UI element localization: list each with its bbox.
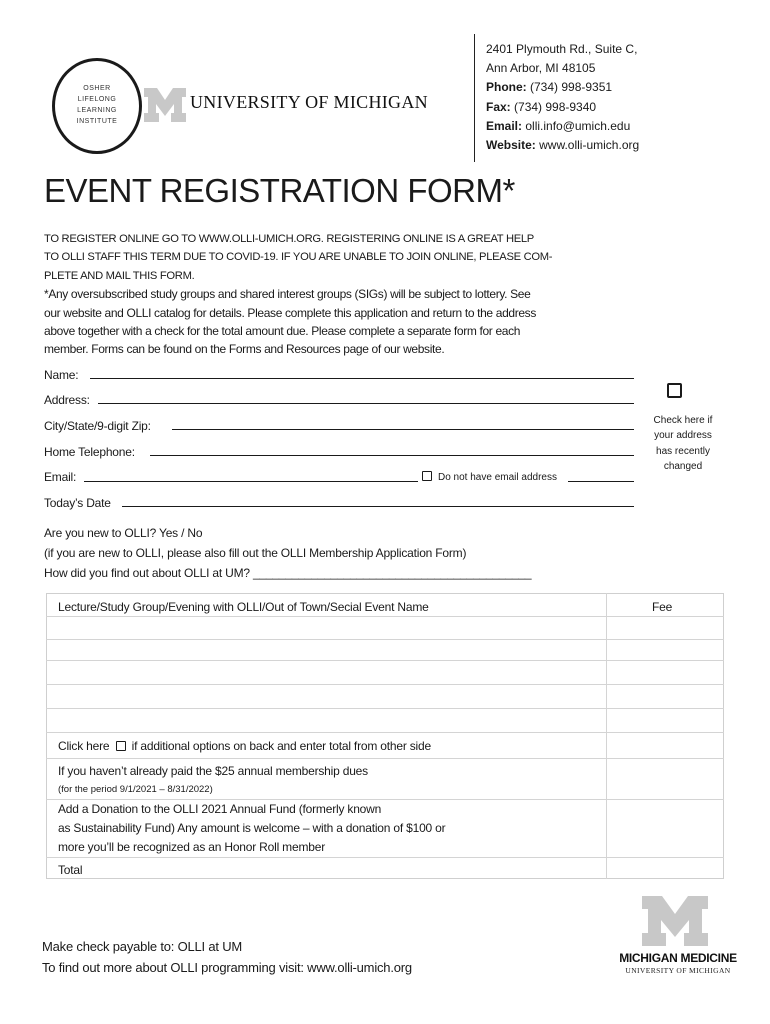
website-line bbox=[486, 136, 639, 155]
membership-dues-text: If you haven’t already paid the $25 annual membership dues bbox=[58, 764, 368, 778]
total-amount-cell[interactable] bbox=[607, 858, 723, 878]
email-field-label: Email: bbox=[44, 470, 77, 484]
email-value[interactable]: olli.info@umich.edu bbox=[522, 118, 631, 133]
michigan-medicine-subtitle: UNIVERSITY OF MICHIGAN bbox=[625, 966, 731, 975]
new-to-olli-question: Are you new to OLLI? Yes / No bbox=[44, 526, 203, 540]
donation-amount-cell[interactable] bbox=[607, 800, 723, 857]
phone-value: (734) 998-9351 bbox=[526, 80, 613, 95]
additional-options-suffix: if additional options on back and enter total from other side bbox=[131, 739, 431, 753]
membership-fee-cell[interactable] bbox=[607, 759, 723, 799]
todays-date-field[interactable] bbox=[122, 506, 634, 507]
no-email-label: Do not have email address bbox=[438, 472, 557, 483]
event-entry-row-5[interactable] bbox=[47, 709, 605, 732]
event-entry-row-2[interactable] bbox=[47, 640, 605, 660]
fax-value: (734) 998-9340 bbox=[510, 99, 597, 114]
instructions-line: member. Forms can be found on the Forms and Resources page of our website. bbox=[44, 342, 445, 357]
university-name: UNIVERSITY OF MICHIGAN bbox=[190, 92, 428, 112]
block-m-logo-icon bbox=[144, 88, 186, 122]
city-state-zip-label: City/State/9-digit Zip: bbox=[44, 419, 151, 433]
how-found-question: How did you find out about OLLI at UM? ___________________________________________ bbox=[44, 566, 532, 580]
website-value[interactable]: www.olli-umich.org bbox=[535, 138, 640, 153]
donation-line-1: Add a Donation to the OLLI 2021 Annual Fund (formerly known bbox=[58, 802, 382, 816]
additional-options-checkbox[interactable] bbox=[116, 741, 126, 751]
email-label: Email: bbox=[486, 118, 523, 133]
phone-label: Phone: bbox=[486, 80, 527, 95]
payable-text: Make check payable to: OLLI at UM bbox=[42, 939, 243, 954]
home-telephone-field[interactable] bbox=[150, 455, 634, 456]
table-header-event: Lecture/Study Group/Evening with OLLI/Out of Town/Secial Event Name bbox=[58, 600, 429, 614]
address-label: Address: bbox=[44, 393, 90, 407]
contact-block bbox=[486, 40, 639, 155]
fee-cells[interactable] bbox=[607, 617, 723, 757]
no-email-checkbox[interactable] bbox=[422, 471, 432, 481]
donation-line-3: more you’ll be recognized as an Honor Roll member bbox=[58, 840, 325, 854]
page-title: EVENT REGISTRATION FORM* bbox=[44, 172, 515, 209]
email-line bbox=[486, 117, 639, 136]
header-divider bbox=[474, 34, 475, 162]
event-entry-row-4[interactable] bbox=[47, 685, 605, 708]
additional-options-row bbox=[58, 739, 431, 753]
instructions-line: our website and OLLI catalog for details. Please complete this application and return to the address bbox=[44, 305, 536, 320]
more-info-text: To find out more about OLLI programming visit: www.olli-umich.org bbox=[42, 960, 412, 975]
instructions-line: PLETE AND MAIL THIS FORM. bbox=[44, 269, 195, 282]
michigan-medicine-m-icon bbox=[642, 896, 708, 946]
address-changed-checkbox[interactable] bbox=[667, 383, 682, 398]
address-field[interactable] bbox=[98, 403, 634, 404]
additional-options-prefix: Click here bbox=[58, 739, 110, 753]
table-header-fee: Fee bbox=[652, 600, 673, 614]
city-state-zip-field[interactable] bbox=[172, 429, 634, 430]
address-changed-note: Check here if your address has recently changed bbox=[653, 415, 713, 473]
fax-label: Fax: bbox=[486, 99, 511, 114]
todays-date-label: Today’s Date bbox=[44, 496, 111, 510]
fax-line bbox=[486, 98, 639, 117]
osher-logo bbox=[52, 58, 142, 154]
event-entry-row-1[interactable] bbox=[47, 617, 605, 639]
name-label: Name: bbox=[44, 368, 79, 382]
no-email-underline bbox=[568, 481, 634, 482]
instructions-line: *Any oversubscribed study groups and shared interest groups (SIGs) will be subject to lottery. See bbox=[44, 287, 531, 302]
osher-logo-text: OSHER LIFELONG LEARNING INSTITUTE bbox=[76, 85, 118, 125]
phone-line bbox=[486, 78, 639, 97]
instructions-line: above together with a check for the total amount due. Please complete a separate form for each bbox=[44, 324, 521, 339]
instructions-line: TO REGISTER ONLINE GO TO WWW.OLLI-UMICH.ORG. REGISTERING ONLINE IS A GREAT HELP bbox=[44, 233, 534, 245]
name-field[interactable] bbox=[90, 378, 634, 379]
email-field[interactable] bbox=[84, 481, 418, 482]
instructions bbox=[44, 230, 624, 359]
michigan-medicine-name: MICHIGAN MEDICINE bbox=[619, 951, 737, 965]
event-entry-row-3[interactable] bbox=[47, 661, 605, 684]
membership-period-text: (for the period 9/1/2021 – 8/31/2022) bbox=[58, 784, 213, 795]
home-telephone-label: Home Telephone: bbox=[44, 445, 135, 459]
total-label: Total bbox=[58, 863, 83, 877]
address-line-2: Ann Arbor, MI 48105 bbox=[486, 61, 596, 76]
address-line-1: 2401 Plymouth Rd., Suite C, bbox=[486, 42, 638, 56]
membership-note: (if you are new to OLLI, please also fill out the OLLI Membership Application Form) bbox=[44, 546, 467, 560]
donation-line-2: as Sustainability Fund) Any amount is welcome – with a donation of $100 or bbox=[58, 821, 446, 835]
instructions-line: TO OLLI STAFF THIS TERM DUE TO COVID-19. IF YOU ARE UNABLE TO JOIN ONLINE, PLEASE COM- bbox=[44, 251, 553, 264]
website-label: Website: bbox=[486, 138, 536, 153]
